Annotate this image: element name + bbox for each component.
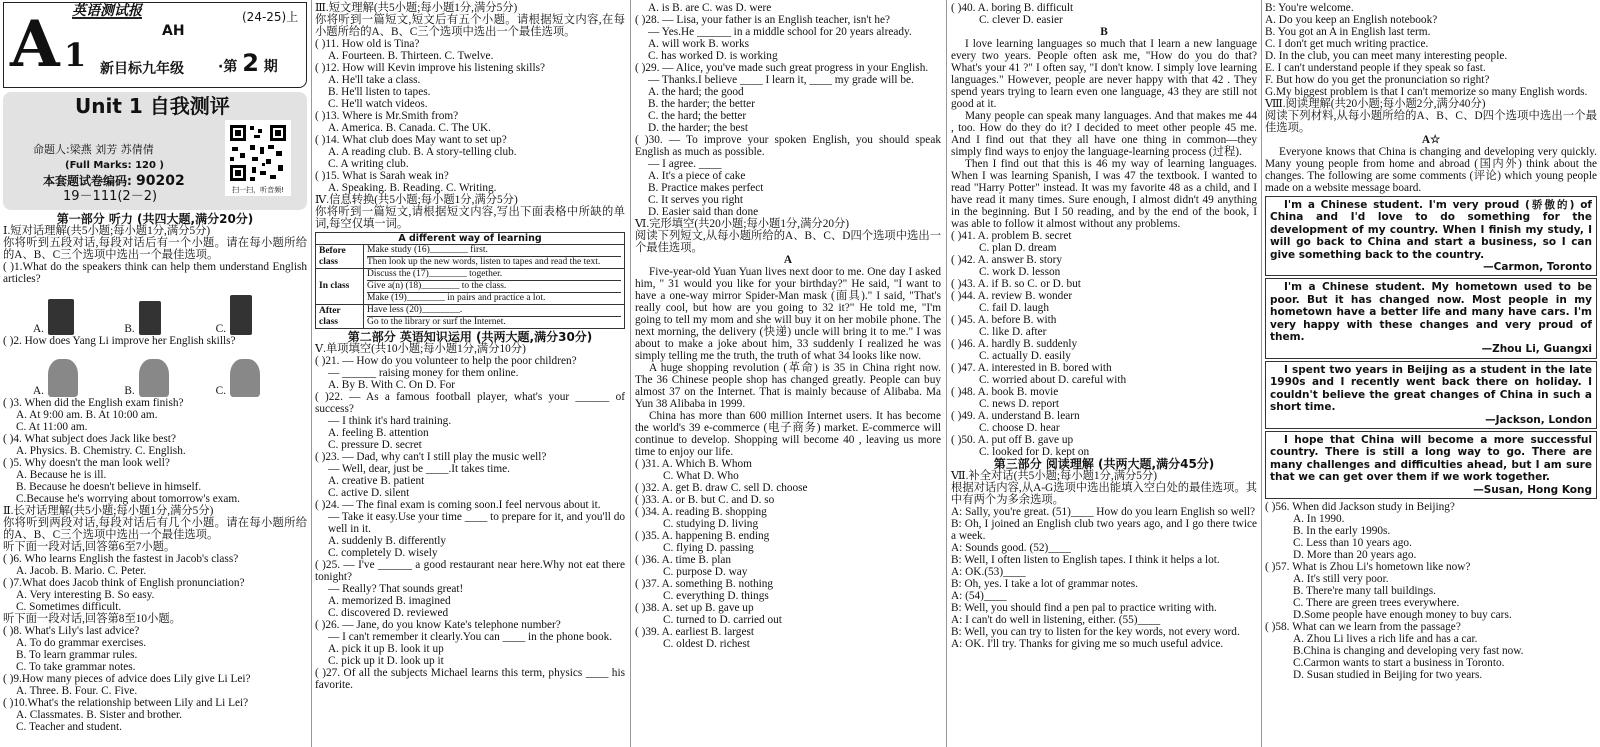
- text-line: C. worried about D. careful with: [979, 374, 1127, 386]
- text-line: ( )41. A. problem B. secret: [951, 230, 1072, 242]
- text-line: B.China is changing and developing very fast now.: [1293, 644, 1524, 657]
- comment-box: [1265, 431, 1597, 499]
- row-label: After class: [316, 305, 364, 329]
- text-line: A. At 9:00 am. B. At 10:00 am.: [16, 409, 158, 421]
- text-line: D. In the club, you can meet many interesting people.: [1265, 50, 1508, 62]
- edition-label: AH: [162, 23, 185, 39]
- column-4: [948, 0, 1260, 747]
- text-line: A☆: [1421, 134, 1441, 146]
- section-heading: 第一部分 听力 (共四大题,满分20分): [56, 212, 254, 226]
- paper-code-2: 19－111(2－2): [63, 189, 158, 204]
- column-divider: [630, 0, 631, 747]
- comment-box: [1265, 196, 1597, 276]
- section-cloze-a: [635, 2, 941, 650]
- section-reading-questions: [1265, 501, 1597, 681]
- text-line: A. By B. With C. On D. For: [328, 379, 456, 391]
- text-line: ( )30. — To improve your spoken English, you should speak English as much as possible.: [635, 134, 941, 158]
- section-heading: 第二部分 英语知识运用 (共两大题,满分30分): [347, 330, 593, 344]
- text-line: 根据对话内容,从A-G选项中选出能填入空白处的最佳选项。其中有两个为多余选项。: [951, 482, 1257, 506]
- text-line: C. active D. silent: [328, 487, 410, 499]
- text-line: ( )32. A. get B. draw C. sell D. choose: [635, 482, 808, 494]
- text-line: ( )7.What does Jacob think of English pronunciation?: [3, 577, 245, 589]
- text-line: A. To do grammar exercises.: [16, 637, 147, 649]
- text-line: 你将听到一篇短文,短文后有五个小题。请根据短文内容,在每小题所给的A、B、C三个选项中选出一个最佳选项。: [315, 14, 625, 38]
- text-line: Ⅱ.长对话理解(共5小题;每小题1分,满分5分): [3, 505, 214, 517]
- text-line: A. Speaking. B. Reading. C. Writing.: [328, 182, 497, 194]
- table-cell-line: Go to the library or surf the Internet.: [367, 316, 621, 328]
- section-cloze-b: [951, 2, 1257, 650]
- column-5: [1262, 0, 1600, 747]
- text-line: Ⅰ.短对话理解(共5小题;每小题1分,满分5分): [3, 225, 211, 237]
- picture-options: [3, 285, 307, 335]
- computer-icon: [139, 301, 161, 335]
- text-line: A. Very interesting B. So easy.: [16, 589, 155, 601]
- text-line: ( )50. A. put off B. gave up: [951, 434, 1074, 446]
- text-line: C. flying D. passing: [663, 542, 754, 554]
- text-line: C. A writing club.: [328, 158, 409, 170]
- text-line: ( )58. What can we learn from the passage?: [1265, 620, 1461, 633]
- text-line: ( )6. Who learns English the fastest in Jacob's class?: [3, 553, 239, 565]
- authors: 命题人:梁燕 刘芳 苏倩倩: [33, 143, 154, 156]
- text-line: C.Carmon wants to start a business in Toronto.: [1293, 656, 1505, 669]
- comment-text: I spent two years in Beijing as a student in the late 1990s and I recently went back there on holiday. I couldn't believe the great changes of China in such a short time.: [1270, 363, 1592, 414]
- text-line: Ⅶ.补全对话(共5小题;每小题1分,满分5分): [951, 470, 1157, 482]
- row-label: In class: [316, 269, 364, 305]
- term-label: (24-25)上: [242, 10, 299, 24]
- comment-signature: —Carmon, Toronto: [1483, 261, 1592, 274]
- text-line: ( )56. When did Jackson study in Beijing?: [1265, 500, 1455, 513]
- text-line: C. looked for D. kept on: [979, 446, 1090, 458]
- masthead: [3, 2, 307, 88]
- text-line: C. fail D. laugh: [979, 302, 1049, 314]
- text-line: C. clever D. easier: [979, 14, 1063, 26]
- text-line: ( )39. A. earliest B. largest: [635, 626, 755, 638]
- unit-header: [3, 92, 307, 210]
- table-cell-line: Discuss the (17)________ together.: [367, 269, 503, 279]
- column-divider: [946, 0, 947, 747]
- text-line: C. Less than 10 years ago.: [1293, 536, 1412, 549]
- text-line: E. I can't understand people if they speak so fast.: [1265, 62, 1486, 74]
- paper-name: 英语测试报: [72, 3, 142, 19]
- text-line: A. will work B. works: [648, 38, 750, 50]
- option-label: B.: [124, 323, 135, 335]
- text-line: B: [1100, 26, 1108, 38]
- text-line: China has more than 600 million Internet users. It has become the world's 39 e-commerce (电子商务) market. E-commerce will continue to develop. Shopping will become 40 , leaving us more time to enjoy our life.: [635, 410, 941, 458]
- text-line: ( )3. When did the English exam finish?: [3, 397, 184, 409]
- issue-num: 2: [242, 49, 259, 77]
- text-line: C. everything D. things: [663, 590, 769, 602]
- text-line: A. It's still very poor.: [1293, 572, 1389, 585]
- text-line: A. Jacob. B. Mario. C. Peter.: [16, 565, 147, 577]
- text-line: ( )10.What's the relationship between Lily and Li Lei?: [3, 697, 249, 709]
- text-line: Then I find out that this is 46 my way of learning languages. When I was learning Spanish, I was 47 the textbook. I wanted to read "Harry Potter" instead. It was my favorite 48 as a child, and I have read it many times. Sure enough, I almost didn't 49 anything in the beginning. But I 50 reading, and by the end of the book, I was able to follow it almost without any problems.: [951, 158, 1257, 230]
- text-line: ( )2. How does Yang Li improve her English skills?: [3, 335, 236, 347]
- row-content: [364, 245, 625, 269]
- text-line: C. At 11:00 am.: [16, 421, 88, 433]
- text-line: B: Well, you can try to listen for the key words, not every word.: [951, 626, 1240, 638]
- column-1: [0, 0, 310, 747]
- picture-option: [124, 285, 215, 335]
- phone-icon: [230, 295, 252, 335]
- text-line: B: Well, I often listen to English tapes. I think it helps a lot.: [951, 554, 1220, 566]
- text-line: C. What D. Who: [663, 470, 739, 482]
- text-line: A. Three. B. Four. C. Five.: [16, 685, 138, 697]
- comment-signature: —Zhou Li, Guangxi: [1481, 343, 1592, 356]
- section-reading: [1265, 2, 1597, 194]
- text-line: A: [783, 254, 793, 266]
- text-line: A. the hard; the good: [648, 86, 744, 98]
- text-line: ( )46. A. hardly B. suddenly: [951, 338, 1078, 350]
- text-line: Everyone knows that China is changing and developing very quickly. Many young people from home and abroad (国内外) think about the changes. The following are some comments (评论) which young people made on a website message board.: [1265, 146, 1597, 194]
- text-line: 你将听到一篇短文,请根据短文内容,写出下面表格中所缺的单词,每空仅填一词。: [315, 206, 625, 230]
- text-line: ( )5. Why doesn't the man look well?: [3, 457, 170, 469]
- text-line: C. purpose D. way: [663, 566, 748, 578]
- text-line: ( )25. — I've ______ a good restaurant near here.Why not eat there tonight?: [315, 559, 625, 583]
- text-line: ( )27. Of all the subjects Michael learns this term, physics ____ his favorite.: [315, 667, 625, 691]
- text-line: ( )45. A. before B. with: [951, 314, 1057, 326]
- text-line: C. There are green trees everywhere.: [1293, 596, 1460, 609]
- text-line: D. Easier said than done: [648, 206, 759, 218]
- paper-code: [43, 175, 185, 187]
- text-line: — ______ raising money for them online.: [328, 367, 519, 379]
- row-content: [364, 305, 625, 329]
- text-line: C. He'll watch videos.: [328, 98, 428, 110]
- comment-box: [1265, 278, 1597, 358]
- text-line: ( )24. — The final exam is coming soon.I feel nervous about it.: [315, 499, 601, 511]
- text-line: A: OK. I'll try. Thanks for giving me so much useful advice.: [951, 638, 1224, 650]
- text-line: Ⅴ.单项填空(共10小题;每小题1分,满分10分): [315, 343, 526, 355]
- girl-listening-icon: [230, 359, 260, 397]
- text-line: D. More than 20 years ago.: [1293, 548, 1417, 561]
- text-line: C. like D. after: [979, 326, 1047, 338]
- text-line: B. You got an A in English last term.: [1265, 26, 1431, 38]
- text-line: A. suddenly B. differently: [328, 535, 447, 547]
- text-line: — Take it easy.Use your time ____ to prepare for it, and you'll do well in it.: [328, 511, 625, 535]
- comment-text: I'm a Chinese student. My hometown used to be poor. But it has changed now. Most people in my hometown have a better life and many have cars. I'm very happy with these changes and very proud of them.: [1270, 281, 1592, 344]
- text-line: Ⅵ.完形填空(共20小题;每小题1分,满分20分): [635, 218, 850, 230]
- text-line: B. Practice makes perfect: [648, 182, 764, 194]
- text-line: B. There're many tall buildings.: [1293, 584, 1437, 597]
- text-line: — Really? That sounds great!: [328, 583, 464, 595]
- text-line: A. creative B. patient: [328, 475, 425, 487]
- text-line: C.Because he's worrying about tomorrow's exam.: [16, 493, 240, 505]
- row-label: Before class: [316, 245, 364, 269]
- text-line: ( )31. A. Which B. Whom: [635, 458, 752, 470]
- grade-label: 新目标九年级: [100, 61, 184, 77]
- text-line: ( )28. — Lisa, your father is an English teacher, isn't he?: [635, 14, 891, 26]
- code-label: 本套题试卷编码:: [43, 174, 132, 188]
- text-line: C. work D. lesson: [979, 266, 1061, 278]
- text-line: F. But how do you get the pronunciation so right?: [1265, 74, 1490, 86]
- logo-number: 1: [64, 36, 87, 74]
- text-line: ( )23. — Dad, why can't I still play the music well?: [315, 451, 547, 463]
- column-2: [312, 0, 628, 747]
- text-line: 听下面一段对话,回答第8至10小题。: [3, 613, 181, 625]
- qr-caption: 扫一扫，听音频!: [232, 186, 284, 194]
- text-line: ( )48. A. book B. movie: [951, 386, 1059, 398]
- text-line: A. Because he is ill.: [16, 469, 107, 481]
- text-line: A. America. B. Canada. C. The UK.: [328, 122, 491, 134]
- table-row: [316, 245, 625, 269]
- text-line: C. pressure D. secret: [328, 439, 422, 451]
- text-line: B: Oh, yes. I take a lot of grammar notes.: [951, 578, 1138, 590]
- text-line: A. memorized B. imagined: [328, 595, 451, 607]
- text-line: ( )14. What club does May want to set up?: [315, 134, 507, 146]
- text-line: ( )43. A. if B. so C. or D. but: [951, 278, 1081, 290]
- text-line: ( )38. A. set up B. gave up: [635, 602, 754, 614]
- section-heading: 第三部分 阅读理解 (共两大题,满分45分): [993, 457, 1215, 471]
- table-cell-line: Give a(n) (18)________ to the class.: [367, 280, 621, 292]
- text-line: ( )57. What is Zhou Li's hometown like now?: [1265, 560, 1471, 573]
- text-line: ( )1.What do the speakers think can help them understand English articles?: [3, 261, 307, 285]
- text-line: A: OK.(53)____: [951, 566, 1026, 578]
- text-line: ( )34. A. reading B. shopping: [635, 506, 767, 518]
- logo-letter-a: A: [10, 7, 60, 82]
- text-line: C. turned to D. carried out: [663, 614, 782, 626]
- text-line: A. It's a piece of cake: [648, 170, 746, 182]
- text-line: ( )8. What's Lily's last advice?: [3, 625, 140, 637]
- text-line: A. Zhou Li lives a rich life and has a car.: [1293, 632, 1478, 645]
- text-line: C. It serves you right: [648, 194, 744, 206]
- option-label: B.: [124, 385, 135, 397]
- text-line: Five-year-old Yuan Yuan lives next door to me. One day I asked him, " 31 would you like for your birthday?" He said, "I want to have a one-way mirror Spider-Man mask (面具)." I said, "That's really cool, but how are you going to 32 it?" He told me, "I'm going to tell my mom and she will buy it on her mobile phone. The next morning, the delivery (快递) uncle will bring it to me." I was about to make a joke about him, 33 suddenly I realized he was simply telling me the truth, the truth of what 34 looks like now.: [635, 266, 941, 362]
- text-line: A. Do you keep an English notebook?: [1265, 14, 1438, 26]
- text-line: ( )15. What is Sarah weak in?: [315, 170, 449, 182]
- text-line: C. has worked D. is working: [648, 50, 778, 62]
- text-line: C. To take grammar notes.: [16, 661, 136, 673]
- text-line: C. I don't get much writing practice.: [1265, 38, 1429, 50]
- text-line: 阅读下列材料,从每小题所给的A、B、C、D四个选项中选出一个最佳选项。: [1265, 110, 1597, 134]
- text-line: D.Some people have enough money to buy cars.: [1293, 608, 1512, 621]
- girl-reading-icon: [48, 359, 78, 397]
- text-line: C. actually D. easily: [979, 350, 1071, 362]
- picture-option: [124, 347, 215, 397]
- text-line: ( )47. A. interested in B. bored with: [951, 362, 1112, 374]
- text-line: ( )29. — Alice, you've made such great progress in your English.: [635, 62, 929, 74]
- picture-option: [216, 285, 307, 335]
- text-line: ( )35. A. happening B. ending: [635, 530, 770, 542]
- option-label: C.: [215, 323, 227, 335]
- text-line: C. completely D. wisely: [328, 547, 438, 559]
- code-value: 90202: [136, 173, 185, 189]
- qr-code-icon[interactable]: [225, 120, 291, 196]
- text-line: A. In 1990.: [1293, 512, 1345, 525]
- text-line: — Well, dear, just be ____.It takes time.: [328, 463, 510, 475]
- text-line: A. feeling B. attention: [328, 427, 429, 439]
- text-line: A: Sounds good. (52)____: [951, 542, 1071, 554]
- comment-box: [1265, 361, 1597, 429]
- text-line: ( )42. A. answer B. story: [951, 254, 1063, 266]
- text-line: Ⅳ.信息转换(共5小题;每小题1分,满分5分): [315, 194, 518, 206]
- info-table-title: A different way of learning: [316, 233, 625, 245]
- text-line: A. Classmates. B. Sister and brother.: [16, 709, 182, 721]
- section-knowledge: [315, 331, 625, 691]
- text-line: A huge shopping revolution (革命) is 35 in China right now. The 36 Chinese people shop has changed greatly. People can buy almost 37 on the Internet. That is mainly because of Alibaba. Ma Yun 38 Alibaba in 1999.: [635, 362, 941, 410]
- comment-text: I'm a Chinese student. I'm very proud (骄傲的) of China and I'd love to do something for the development of my country. When I finish my study, I will go back to China and start a business, so I can give something back to the country.: [1270, 199, 1592, 261]
- text-line: ( )37. A. something B. nothing: [635, 578, 774, 590]
- picture-options: [3, 347, 307, 397]
- text-line: 你将听到五段对话,每段对话后有一个小题。请在每小题所给的A、B、C三个选项中选出一个最佳选项。: [3, 237, 307, 261]
- text-line: G.My biggest problem is that I can't memorize so many English words.: [1265, 86, 1588, 98]
- comment-signature: —Susan, Hong Kong: [1473, 483, 1592, 496]
- text-line: ( )9.How many pieces of advice does Lily give Li Lei?: [3, 673, 251, 685]
- column-3: [632, 0, 944, 747]
- text-line: ( )12. How will Kevin improve his listening skills?: [315, 62, 545, 74]
- text-line: C. studying D. living: [663, 518, 759, 530]
- issue-suffix: 期: [263, 59, 278, 75]
- text-line: A: (54)____: [951, 590, 1007, 602]
- text-line: C. news D. report: [979, 398, 1060, 410]
- text-line: ( )26. — Jane, do you know Kate's telephone number?: [315, 619, 561, 631]
- text-line: ( )44. A. review B. wonder: [951, 290, 1073, 302]
- text-line: A. is B. are C. was D. were: [648, 2, 772, 14]
- text-line: B. He'll listen to tapes.: [328, 86, 431, 98]
- comment-signature: —Jackson, London: [1485, 413, 1592, 426]
- text-line: ( )21. — How do you volunteer to help the poor children?: [315, 355, 577, 367]
- table-row: [316, 305, 625, 329]
- section-listening: [3, 213, 307, 733]
- table-cell-line: Make study (16)________ first.: [367, 245, 488, 255]
- full-marks: (Full Marks: 120 ): [65, 160, 164, 171]
- picture-option: [33, 285, 124, 335]
- info-table: [315, 232, 625, 329]
- text-line: — I think it's hard training.: [328, 415, 452, 427]
- text-line: A. Fourteen. B. Thirteen. C. Twelve.: [328, 50, 494, 62]
- text-line: Ⅷ.阅读理解(共20小题;每小题2分,满分40分): [1265, 98, 1486, 110]
- table-row: [316, 269, 625, 305]
- text-line: ( )36. A. time B. plan: [635, 554, 732, 566]
- text-line: — I agree. ____: [648, 158, 722, 170]
- text-line: — I can't remember it clearly.You can ____ in the phone book.: [328, 631, 613, 643]
- text-line: B: Well, you should find a pen pal to practice writing with.: [951, 602, 1217, 614]
- text-line: ( )22. — As a famous football player, what's your ______ of success?: [315, 391, 625, 415]
- unit-title: Unit 1 自我测评: [75, 94, 230, 118]
- section-listening-2: [315, 2, 625, 230]
- text-line: D. the harder; the best: [648, 122, 749, 134]
- text-line: C. discovered D. reviewed: [328, 607, 449, 619]
- text-line: Many people can speak many languages. And that makes me 44 , too. How do they do it? I decided to meet other people 45 me. And I find out that they all have one thing in common—they simply find ways to enjoy the language-learning process (过程).: [951, 110, 1257, 158]
- text-line: C. pick up it D. look up it: [328, 655, 444, 667]
- text-line: C. the hard; the better: [648, 110, 747, 122]
- issue-prefix: ·第: [218, 59, 238, 75]
- text-line: B. Because he doesn't believe in himself.: [16, 481, 202, 493]
- text-line: A. He'll take a class.: [328, 74, 421, 86]
- text-line: D. Susan studied in Beijing for two years.: [1293, 668, 1483, 681]
- qr-code-graphic: [228, 123, 288, 183]
- text-line: A. Physics. B. Chemistry. C. English.: [16, 445, 186, 457]
- text-line: 听下面一段对话,回答第6至7小题。: [3, 541, 176, 553]
- text-line: ( )49. A. understand B. learn: [951, 410, 1080, 422]
- comments-box: [1265, 196, 1597, 499]
- text-line: ( )13. Where is Mr.Smith from?: [315, 110, 459, 122]
- text-line: ( )40. A. boring B. difficult: [951, 2, 1074, 14]
- text-line: 阅读下列短文,从每小题所给的A、B、C、D四个选项中选出一个最佳选项。: [635, 230, 941, 254]
- text-line: B. To learn grammar rules.: [16, 649, 138, 661]
- text-line: 你将听到两段对话,每段对话后有几个小题。请在每小题所给的A、B、C三个选项中选出一个最佳选项。: [3, 517, 307, 541]
- text-line: ( )4. What subject does Jack like best?: [3, 433, 176, 445]
- option-label: A.: [33, 323, 44, 335]
- text-line: B. the harder; the better: [648, 98, 755, 110]
- text-line: C. plan D. dream: [979, 242, 1057, 254]
- text-line: C. Teacher and student.: [16, 721, 122, 733]
- girl-studying-icon: [139, 359, 169, 397]
- text-line: A. A reading club. B. A story-telling club.: [328, 146, 517, 158]
- picture-option: [216, 347, 307, 397]
- table-cell-line: Have less (20)________.: [367, 305, 463, 315]
- text-line: I love learning languages so much that I learn a new language every two years. People often ask me, "How do you do that? What's your 41 ?" I often say, "I don't know. I simply love learning languages." However, people are never happy with that 42 . They spend years trying to learn even one language, 43 they are still not good at it.: [951, 38, 1257, 110]
- text-line: C. Sometimes difficult.: [16, 601, 122, 613]
- table-cell-line: Then look up the new words, listen to tapes and read the text.: [367, 256, 621, 268]
- text-line: A. pick it up B. look it up: [328, 643, 444, 655]
- text-line: ( )11. How old is Tina?: [315, 38, 420, 50]
- text-line: B: Oh, I joined an English club two years ago, and I go there twice a week.: [951, 518, 1257, 542]
- option-label: A.: [33, 385, 44, 397]
- text-line: B. In the early 1990s.: [1293, 524, 1391, 537]
- text-line: C. choose D. hear: [979, 422, 1060, 434]
- issue-number: [218, 49, 278, 77]
- table-cell-line: Make (19)________ in pairs and practice a lot.: [367, 292, 621, 304]
- option-label: C.: [215, 385, 227, 397]
- text-line: Ⅲ.短文理解(共5小题;每小题1分,满分5分): [315, 2, 518, 14]
- row-content: [364, 269, 625, 305]
- comment-text: I hope that China will become a more successful country. There is still a long way to go. There are many challenges and difficulties ahead, but I am sure that we can get over them if we work together.: [1270, 433, 1592, 484]
- text-line: B: You're welcome.: [1265, 2, 1354, 14]
- book-icon: [48, 299, 74, 335]
- text-line: — Thanks.I believe ____ I learn it, ____ my grade will be.: [648, 74, 914, 86]
- picture-option: [33, 347, 124, 397]
- text-line: ( )33. A. or B. but C. and D. so: [635, 494, 775, 506]
- text-line: A: I can't do well in listening, either. (55)____: [951, 614, 1161, 626]
- text-line: A: Sally, you're great. (51)____ How do you learn English so well?: [951, 506, 1256, 518]
- text-line: — Yes.He ______ in a middle school for 20 years already.: [648, 26, 912, 38]
- text-line: C. oldest D. richest: [663, 638, 750, 650]
